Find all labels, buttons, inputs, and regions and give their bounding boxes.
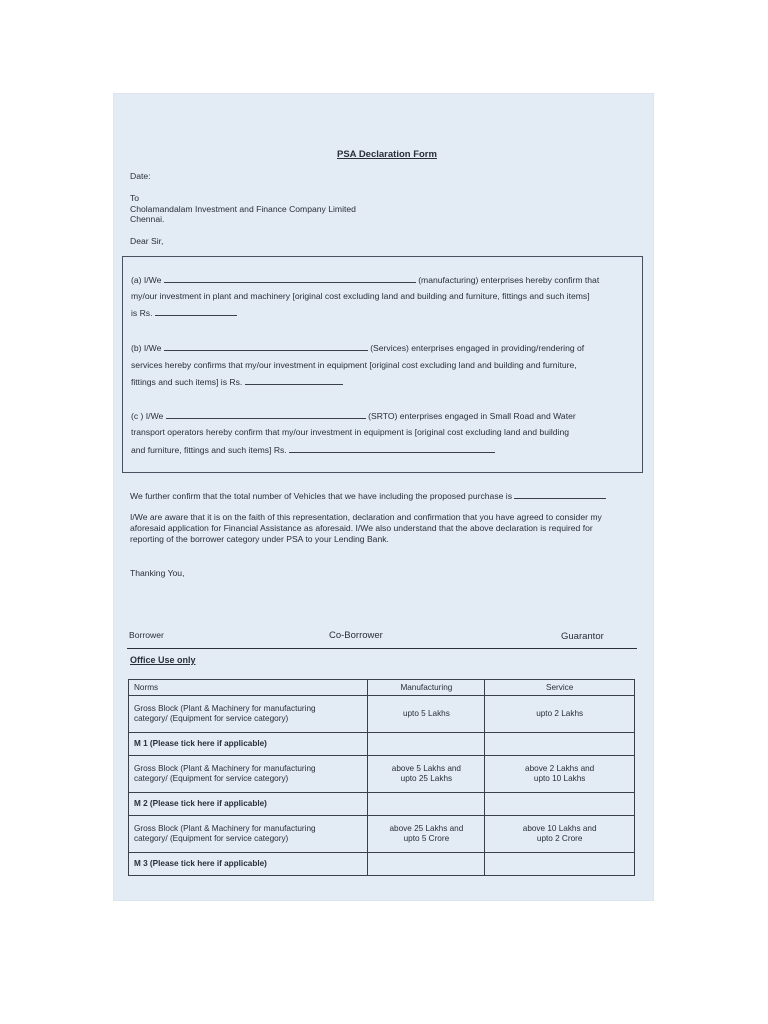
aware-line1: I/We are aware that it is on the faith of this representation, declaration and confirmation that you have agreed to consider my [130,512,602,522]
m2-manufacturing-value: above 5 Lakhs and upto 25 Lakhs [368,756,485,793]
gross-block-cell: Gross Block (Plant & Machinery for manufacturing category/ (Equipment for service category) [129,816,368,853]
m3-service-value: above 10 Lakhs and upto 2 Crore [485,816,635,853]
aware-line2: aforesaid application for Financial Assistance as aforesaid. I/We also understand that the above declaration is required for [130,523,593,533]
m3-tick-label: M 3 (Please tick here if applicable) [129,853,368,876]
m3-manufacturing-value: above 25 Lakhs and upto 5 Crore [368,816,485,853]
m1-tick-label: M 1 (Please tick here if applicable) [129,733,368,756]
m3-service-tick[interactable] [485,853,635,876]
salutation: Dear Sir, [130,236,164,246]
table-row [129,756,635,793]
clause-a-line1: (a) I/We (manufacturing) enterprises hereby confirm that [131,275,600,285]
vehicles-count-blank[interactable] [514,490,606,499]
borrower-label: Borrower [129,630,164,640]
m2-manufacturing-tick[interactable] [368,793,485,816]
clause-a-line3: is Rs. [131,307,237,319]
thanking-you: Thanking You, [130,568,185,578]
office-use-heading: Office Use only [130,655,196,665]
table-row [129,816,635,853]
date-label: Date: [130,171,151,181]
address-city: Chennai. [130,214,165,224]
clause-c-line1: (c ) I/We (SRTO) enterprises engaged in Small Road and Water [131,411,576,421]
m2-service-tick[interactable] [485,793,635,816]
m2-tick-label: M 2 (Please tick here if applicable) [129,793,368,816]
clause-a-name-blank[interactable] [164,274,416,283]
header-norms: Norms [129,680,368,696]
clause-c-name-blank[interactable] [166,410,366,419]
clause-b-amount-blank[interactable] [245,376,343,385]
m1-manufacturing-tick[interactable] [368,733,485,756]
clause-c-line2: transport operators hereby confirm that my/our investment in equipment is [original cost excluding land and building [131,427,570,437]
aware-line3: reporting of the borrower category under PSA to your Lending Bank. [130,534,389,544]
clause-b-line2: services hereby confirms that my/our investment in equipment [original cost excluding land and building and furniture, [131,360,577,370]
clause-b-line1: (b) I/We (Services) enterprises engaged in providing/rendering of [131,343,585,353]
address-company: Cholamandalam Investment and Finance Company Limited [130,204,356,214]
clause-c-line3: and furniture, fittings and such items] Rs. [131,444,495,456]
m1-service-tick[interactable] [485,733,635,756]
co-borrower-label: Co-Borrower [329,630,383,641]
table-row [129,696,635,733]
table-row [129,853,635,876]
gross-block-cell: Gross Block (Plant & Machinery for manufacturing category/ (Equipment for service category) [129,696,368,733]
form-sheet [113,93,654,901]
address-to: To [130,193,140,203]
clause-b-line3: fittings and such items] is Rs. [131,376,343,388]
table-header-row [129,680,635,696]
header-service: Service [485,680,635,696]
m3-manufacturing-tick[interactable] [368,853,485,876]
clause-c-amount-blank[interactable] [289,444,495,453]
header-manufacturing: Manufacturing [368,680,485,696]
signature-divider [127,648,637,649]
form-title: PSA Declaration Form [337,149,437,160]
vehicles-statement: We further confirm that the total number of Vehicles that we have including the proposed purchase is [130,490,606,502]
m1-manufacturing-value: upto 5 Lakhs [368,696,485,733]
clause-a-amount-blank[interactable] [155,307,237,316]
table-row [129,793,635,816]
table-row [129,733,635,756]
m1-service-value: upto 2 Lakhs [485,696,635,733]
clause-a-line2: my/our investment in plant and machinery [original cost excluding land and building and furniture, fittings and such items] [131,291,590,301]
gross-block-cell: Gross Block (Plant & Machinery for manufacturing category/ (Equipment for service category) [129,756,368,793]
guarantor-label: Guarantor [561,631,604,642]
m2-service-value: above 2 Lakhs and upto 10 Lakhs [485,756,635,793]
clause-b-name-blank[interactable] [164,342,368,351]
norms-table [128,679,635,876]
